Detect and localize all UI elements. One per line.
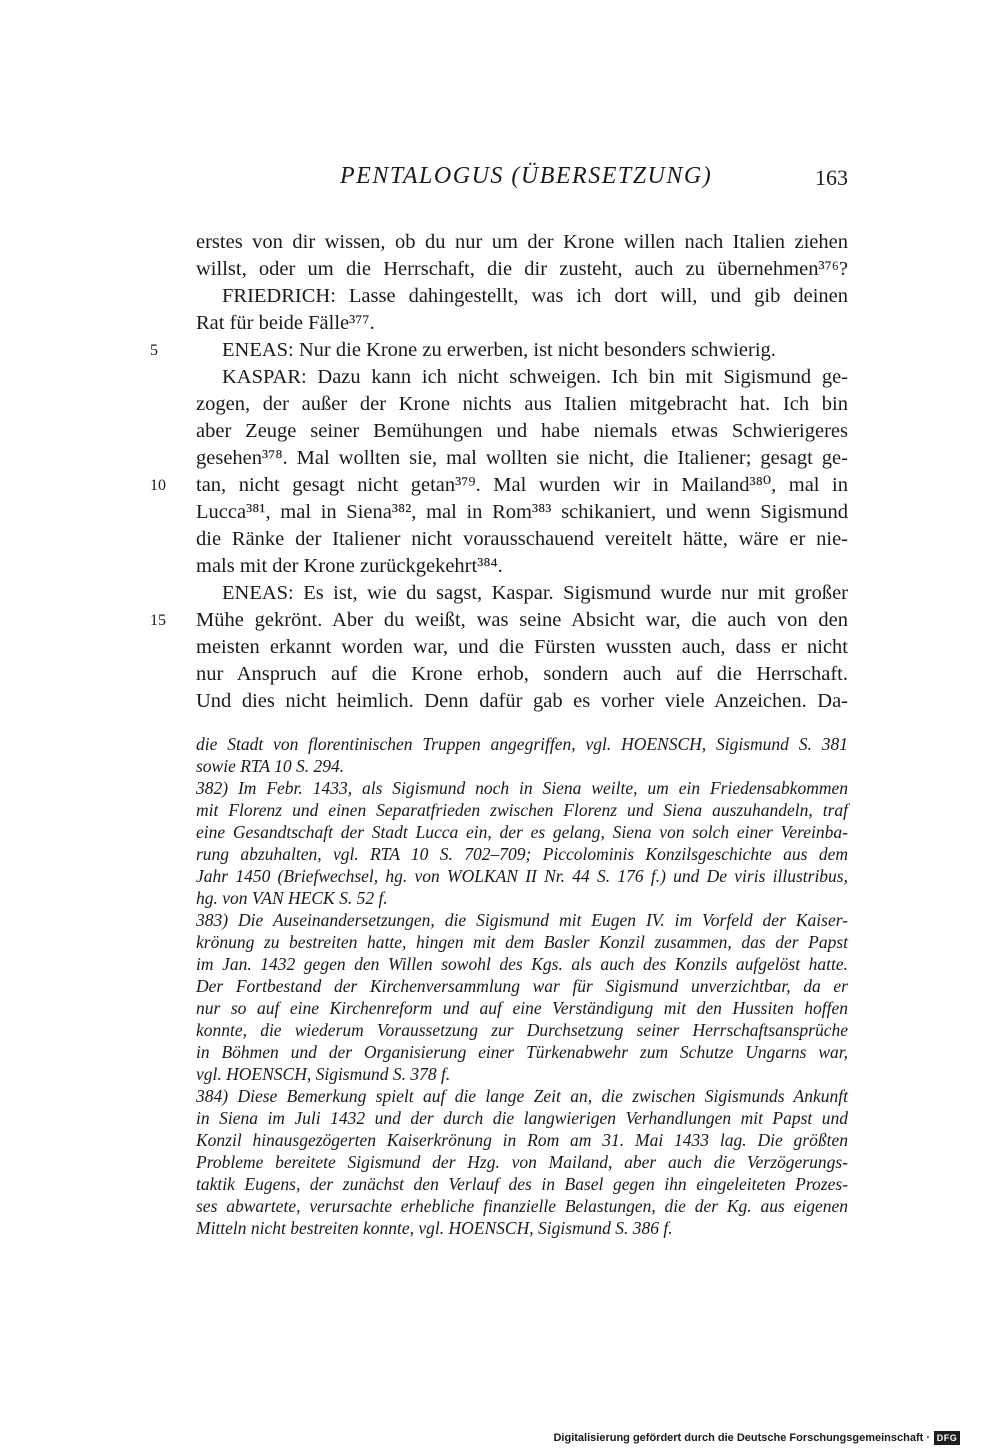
text-line: nur Anspruch auf die Krone erhob, sondern auch auf die Herrschaft. — [196, 663, 848, 685]
line-number: 10 — [150, 477, 166, 494]
footnote-line: Probleme bereitete Sigismund der Hzg. von Mailand, aber auch die Verzögerungs- — [196, 1152, 848, 1172]
footnote-line: 383) Die Auseinandersetzungen, die Sigismund mit Eugen IV. im Vorfeld der Kaiser- — [196, 910, 848, 930]
footnote-line: in Siena im Juli 1432 und der durch die langwierigen Verhandlungen mit Papst und — [196, 1108, 848, 1128]
footnote-line: die Stadt von florentinischen Truppen angegriffen, vgl. HOENSCH, Sigismund S. 381 — [196, 734, 848, 754]
text-line: ENEAS: Es ist, wie du sagst, Kaspar. Sigismund wurde nur mit großer — [222, 582, 848, 604]
dfg-logo: DFG — [934, 1431, 960, 1445]
footnote-line: in Böhmen und der Organisierung einer Türkenabwehr zum Schutze Ungarns war, — [196, 1042, 848, 1062]
footnote-line: Jahr 1450 (Briefwechsel, hg. von WOLKAN II Nr. 44 S. 176 f.) und De viris illustribus, — [196, 866, 848, 886]
text-line: Rat für beide Fälle³⁷⁷. — [196, 312, 375, 334]
footnote-line: rung abzuhalten, vgl. RTA 10 S. 702–709; Piccolominis Konzilsgeschichte aus dem — [196, 844, 848, 864]
text-line: willst, oder um die Herrschaft, die dir zusteht, auch zu übernehmen³⁷⁶? — [196, 258, 848, 280]
footnote-line: konnte, die wiederum Voraussetzung zur Durchsetzung seiner Herrschaftsansprüche — [196, 1020, 848, 1040]
credit-text: Digitalisierung gefördert durch die Deutsche Forschungsgemeinschaft · — [553, 1432, 930, 1444]
footnote-line: im Jan. 1432 gegen den Willen sowohl des Kgs. als auch des Konzils aufgelöst hatte. — [196, 954, 848, 974]
footnote-line: sowie RTA 10 S. 294. — [196, 756, 345, 776]
footnote-line: krönung zu bestreiten hatte, hingen mit dem Basler Konzil zusammen, das der Papst — [196, 932, 848, 952]
footnote-line: ses abwartete, verursachte erhebliche finanzielle Belastungen, die der Kg. aus eigenen — [196, 1196, 848, 1216]
text-line: meisten erkannt worden war, und die Fürsten wussten auch, dass er nicht — [196, 636, 848, 658]
footnote-line: hg. von VAN HECK S. 52 f. — [196, 888, 388, 908]
text-line: Und dies nicht heimlich. Denn dafür gab es vorher viele Anzeichen. Da- — [196, 690, 848, 712]
footnote-line: Konzil hinausgezögerten Kaiserkrönung in Rom am 31. Mai 1433 lag. Die größten — [196, 1130, 848, 1150]
text-line: gesehen³⁷⁸. Mal wollten sie, mal wollten sie nicht, die Italiener; gesagt ge- — [196, 447, 848, 469]
footnote-line: 382) Im Febr. 1433, als Sigismund noch in Siena weilte, um ein Friedensabkommen — [196, 778, 848, 798]
text-line: KASPAR: Dazu kann ich nicht schweigen. Ich bin mit Sigismund ge- — [222, 366, 848, 388]
footnote-line: Der Fortbestand der Kirchenversammlung war für Sigismund unverzichtbar, da er — [196, 976, 848, 996]
text-line: ENEAS: Nur die Krone zu erwerben, ist nicht besonders schwierig. — [222, 339, 776, 361]
line-number: 15 — [150, 612, 166, 629]
footnote-line: 384) Diese Bemerkung spielt auf die lange Zeit an, die zwischen Sigismunds Ankunft — [196, 1086, 848, 1106]
digitization-credit — [553, 1431, 960, 1445]
text-line: zogen, der außer der Krone nichts aus Italien mitgebracht hat. Ich bin — [196, 393, 848, 415]
footnote-line: nur so auf eine Kirchenreform und auf eine Verständigung mit den Hussiten hoffen — [196, 998, 848, 1018]
text-line: Mühe gekrönt. Aber du weißt, was seine Absicht war, die auch von den — [196, 609, 848, 631]
text-line: Lucca³⁸¹, mal in Siena³⁸², mal in Rom³⁸³ schikaniert, und wenn Sigismund — [196, 501, 848, 523]
footnote-line: vgl. HOENSCH, Sigismund S. 378 f. — [196, 1064, 451, 1084]
text-line: tan, nicht gesagt nicht getan³⁷⁹. Mal wurden wir in Mailand³⁸⁰, mal in — [196, 474, 848, 496]
footnote-line: Mitteln nicht bestreiten konnte, vgl. HOENSCH, Sigismund S. 386 f. — [196, 1218, 673, 1238]
line-number: 5 — [150, 342, 158, 359]
footnote-line: mit Florenz und einen Separatfrieden zwischen Florenz und Siena auszuhandeln, traf — [196, 800, 848, 820]
page-number: 163 — [815, 165, 848, 190]
text-line: FRIEDRICH: Lasse dahingestellt, was ich dort will, und gib deinen — [222, 285, 848, 307]
text-line: aber Zeuge seiner Bemühungen und habe niemals etwas Schwierigeres — [196, 420, 848, 442]
running-header-title: PENTALOGUS (ÜBERSETZUNG) — [340, 163, 713, 189]
footnote-line: eine Gesandtschaft der Stadt Lucca ein, der es gelang, Siena von solch einer Vereinba- — [196, 822, 848, 842]
text-line: mals mit der Krone zurückgekehrt³⁸⁴. — [196, 555, 503, 577]
text-line: erstes von dir wissen, ob du nur um der Krone willen nach Italien ziehen — [196, 231, 848, 253]
footnote-line: taktik Eugens, der zunächst den Verlauf des in Basel gegen ihn eingeleiteten Prozes- — [196, 1174, 848, 1194]
text-line: die Ränke der Italiener nicht vorausschauend vereitelt hätte, wäre er nie- — [196, 528, 848, 550]
